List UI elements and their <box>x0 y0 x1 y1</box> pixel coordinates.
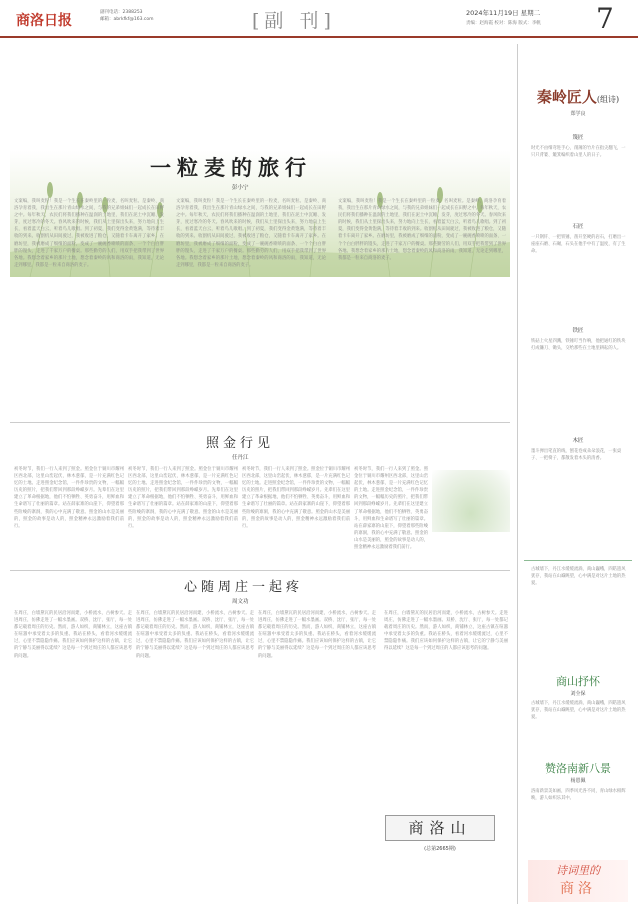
column-mid-intro: 古城墙下，丹江水缓缓流淌，商山巍峨，四皓遗风犹存，我站在山巅眺望，心中满是对这片土地的热爱。 <box>531 567 626 587</box>
column-mid-author: 刘全保 <box>570 691 586 697</box>
article2-title: 照金行见 <box>206 436 275 451</box>
main-article-col1: 文案编，我叫麦粒！我是一个生长在秦岭里的一粒麦，名叫麦粒。是秦岭、商洛孕育着我，我出生在那片青山绿水之间，与我的兄弟姐妹们一起成长在田野之中。每年秋天，农民们将我们播种在温润的土地里，我们在泥土中沉睡、发芽，度过寒冷的冬天。春风吹来的时候，我们从土里探出头来，努力地向上生长，看着蓝天白云，听着鸟儿歌唱。到了初夏，我们变得金黄饱满，等待着丰收的到来。收割机从田间驶过，我被收进了粮仓，又随着卡车离开了家乡。在磨坊里，我被磨成了细细的面粉，变成了一碗碗香喷喷的面条、一个个白白胖胖的馒头，走进了千家万户的餐桌。那些勤劳的人们，用双手把我带到了世界各地。我想念着家乡的那片土地，想念着秦岭的风和商洛的雨，我知道，无论走到哪里，我都是一粒来自商洛的麦子。 <box>14 199 164 268</box>
column-top-header <box>524 86 632 117</box>
article3-col4: 在周庄，白墙黛瓦的民居沿河而建，小桥流水，古树参天。走进周庄，仿佛走进了一幅水墨画。双桥、沈厅、张厅，每一处都记载着周庄的历史。然而，游人如织，商铺林立，这座古镇在喧嚣中承受着太多的负重。我站在桥头，看着河水缓缓流过，心里不禁隐隐作痛。我们应该如何保护这样的古镇，让它的宁静与美丽得以延续？这是每一个到过周庄的人都应该思考的问题。 <box>384 611 508 652</box>
article3-col2: 在周庄，白墙黛瓦的民居沿河而建，小桥流水，古树参天。走进周庄，仿佛走进了一幅水墨画。双桥、沈厅、张厅，每一处都记载着周庄的历史。然而，游人如织，商铺林立，这座古镇在喧嚣中承受着太多的负重。我站在桥头，看着河水缓缓流过，心里不禁隐隐作痛。我们应该如何保护这样的古镇，让它的宁静与美丽得以延续？这是每一个到过周庄的人都应该思考的问题。 <box>136 611 254 659</box>
column-mid-title: 商山抒怀 <box>556 675 600 688</box>
supplement-masthead: 商洛山 <box>385 815 495 841</box>
article2-illustration <box>432 470 510 532</box>
article2-col2: 初冬时节，我们一行人来到了照金。照金位于铜川市耀州区西北部，这里山峦起伏，林木葱郁，是一片充满红色记忆的土地。走进照金纪念馆，一件件珍贵的文物，一幅幅历史的照片，把我们带回到那段峥嵘岁月。先辈们在这里建立了革命根据地，他们不怕牺牲、英勇奋斗，用鲜血和生命谱写了壮丽的篇章。站在薛家寨的山崖下，仰望着那些险峻的寨洞，我的心中充满了敬意。照金的山水是美丽的，照金的故事是动人的，照金精神永远激励着我们前行。 <box>128 467 238 529</box>
column-bottom-title: 赞洛南新八景 <box>545 762 611 775</box>
article2-col4: 初冬时节，我们一行人来到了照金。照金位于铜川市耀州区西北部，这里山峦起伏，林木葱郁，是一片充满红色记忆的土地。走进照金纪念馆，一件件珍贵的文物，一幅幅历史的照片，把我们带回到那段峥嵘岁月。先辈们在这里建立了革命根据地，他们不怕牺牲、英勇奋斗，用鲜血和生命谱写了壮丽的篇章。站在薛家寨的山崖下，仰望着那些险峻的寨洞，我的心中充满了敬意。照金的山水是美丽的，照金的故事是动人的，照金精神永远激励着我们前行。 <box>354 467 428 551</box>
supplement-issue: (总第2665期) <box>424 846 456 852</box>
main-article-title: 一粒麦的旅行 <box>150 155 312 180</box>
main-article-col2: 文案编，我叫麦粒！我是一个生长在秦岭里的一粒麦，名叫麦粒。是秦岭、商洛孕育着我，我出生在那片青山绿水之间，与我的兄弟姐妹们一起成长在田野之中。每年秋天，农民们将我们播种在温润的土地里，我们在泥土中沉睡、发芽，度过寒冷的冬天。春风吹来的时候，我们从土里探出头来，努力地向上生长，看着蓝天白云，听着鸟儿歌唱。到了初夏，我们变得金黄饱满，等待着丰收的到来。收割机从田间驶过，我被收进了粮仓，又随着卡车离开了家乡。在磨坊里，我被磨成了细细的面粉，变成了一碗碗香喷喷的面条、一个个白白胖胖的馒头，走进了千家万户的餐桌。那些勤劳的人们，用双手把我带到了世界各地。我想念着家乡的那片土地，想念着秦岭的风和商洛的雨，我知道，无论走到哪里，我都是一粒来自商洛的麦子。 <box>176 199 326 268</box>
poem-text: 墨斗弹出笔直的线，刨花卷成朵朵浪花，一张桌子、一把椅子，都散发着木头的清香。 <box>531 449 622 462</box>
poem-title: 篾匠 <box>572 135 584 141</box>
article3-col1: 在周庄，白墙黛瓦的民居沿河而建，小桥流水，古树参天。走进周庄，仿佛走进了一幅水墨画。双桥、沈厅、张厅，每一处都记载着周庄的历史。然而，游人如织，商铺林立，这座古镇在喧嚣中承受着太多的负重。我站在桥头，看着河水缓缓流过，心里不禁隐隐作痛。我们应该如何保护这样的古镇，让它的宁静与美丽得以延续？这是每一个到过周庄的人都应该思考的问题。 <box>14 611 132 659</box>
newspaper-logo: 商洛日报 <box>16 13 72 29</box>
poem-title: 木匠 <box>572 438 584 444</box>
poetry-column-logo <box>528 860 628 902</box>
column-top-title: 秦岭匠人 <box>536 88 597 106</box>
page-header <box>0 0 638 38</box>
column-top-subtitle: (组诗) <box>596 95 620 104</box>
main-article-col3: 文案编，我叫麦粒！我是一个生长在秦岭里的一粒麦，名叫麦粒。是秦岭、商洛孕育着我，我出生在那片青山绿水之间，与我的兄弟姐妹们一起成长在田野之中。每年秋天，农民们将我们播种在温润的土地里，我们在泥土中沉睡、发芽，度过寒冷的冬天。春风吹来的时候，我们从土里探出头来，努力地向上生长，看着蓝天白云，听着鸟儿歌唱。到了初夏，我们变得金黄饱满，等待着丰收的到来。收割机从田间驶过，我被收进了粮仓，又随着卡车离开了家乡。在磨坊里，我被磨成了细细的面粉，变成了一碗碗香喷喷的面条、一个个白白胖胖的馒头，走进了千家万户的餐桌。那些勤劳的人们，用双手把我带到了世界各地。我想念着家乡的那片土地，想念着秦岭的风和商洛的雨，我知道，无论走到哪里，我都是一粒来自商洛的麦子。 <box>338 199 506 261</box>
column-divider-mid <box>524 560 632 561</box>
section-divider <box>10 422 510 423</box>
email-line: 邮箱：abrkfkf@163.com <box>100 17 154 22</box>
column-mid-text: 古城墙下，丹江水缓缓流淌，商山巍峨，四皓遗风犹存，我站在山巅眺望，心中满是对这片土地的热爱。 <box>531 701 626 721</box>
phone-line: 副刊电话：2388253 <box>100 10 143 15</box>
poem-text: 铁砧上火星四溅，铁锤叮当作响，他把通红的铁块打成镰刀、锄头，交给那些在土地里耕耘的人。 <box>531 339 626 352</box>
column-bottom-author: 杨恩佩 <box>570 778 586 784</box>
article2-col3: 初冬时节，我们一行人来到了照金。照金位于铜川市耀州区西北部，这里山峦起伏，林木葱郁，是一片充满红色记忆的土地。走进照金纪念馆，一件件珍贵的文物，一幅幅历史的照片，把我们带回到那段峥嵘岁月。先辈们在这里建立了革命根据地，他们不怕牺牲、英勇奋斗，用鲜血和生命谱写了壮丽的篇章。站在薛家寨的山崖下，仰望着那些险峻的寨洞，我的心中充满了敬意。照金的山水是美丽的，照金的故事是动人的，照金精神永远激励着我们前行。 <box>242 467 350 529</box>
logo-line2: 商洛 <box>560 881 596 897</box>
article2-col1: 初冬时节，我们一行人来到了照金。照金位于铜川市耀州区西北部，这里山峦起伏，林木葱郁，是一片充满红色记忆的土地。走进照金纪念馆，一件件珍贵的文物，一幅幅历史的照片，把我们带回到那段峥嵘岁月。先辈们在这里建立了革命根据地，他们不怕牺牲、英勇奋斗，用鲜血和生命谱写了壮丽的篇章。站在薛家寨的山崖下，仰望着那些险峻的寨洞，我的心中充满了敬意。照金的山水是美丽的，照金的故事是动人的，照金精神永远激励着我们前行。 <box>14 467 124 529</box>
section-title: [副 刊] <box>252 10 336 32</box>
poem-title: 铁匠 <box>572 328 584 334</box>
article3-author: 周文功 <box>232 599 249 605</box>
issue-date: 2024年11月19日 星期二 <box>466 9 541 17</box>
column-top-author: 郑学良 <box>570 111 586 117</box>
article2-author: 任丹江 <box>232 455 249 461</box>
page-number: 7 <box>596 2 614 35</box>
poem-text: 一只钢钎、一把铁锤，凿开坚硬的岩石，打磨出一座座石磨、石碾，石头在他手中有了温度，有了生命。 <box>531 235 626 255</box>
contact-info <box>100 9 153 23</box>
article3-title: 心随周庄一起疼 <box>184 580 304 595</box>
section-divider <box>10 570 510 571</box>
poem-text: 时光不由细弯进手心，削薄的竹片在指尖翻飞，一只只背篓、簸箕编织着山里人的日子。 <box>531 146 626 159</box>
editors-line: 责编：赵海霞 校对：陈海 版式：李帆 <box>466 21 541 26</box>
column-bottom-text: 洛南新景美如画，四季风光各不同，青山绿水相辉映，游人如织乐其中。 <box>531 789 626 802</box>
main-article-author: 彭小宁 <box>232 185 249 191</box>
article3-col3: 在周庄，白墙黛瓦的民居沿河而建，小桥流水，古树参天。走进周庄，仿佛走进了一幅水墨画。双桥、沈厅、张厅，每一处都记载着周庄的历史。然而，游人如织，商铺林立，这座古镇在喧嚣中承受着太多的负重。我站在桥头，看着河水缓缓流过，心里不禁隐隐作痛。我们应该如何保护这样的古镇，让它的宁静与美丽得以延续？这是每一个到过周庄的人都应该思考的问题。 <box>258 611 376 659</box>
logo-line1: 诗词里的 <box>556 864 600 877</box>
column-divider <box>517 44 518 904</box>
poem-title: 石匠 <box>572 224 584 230</box>
